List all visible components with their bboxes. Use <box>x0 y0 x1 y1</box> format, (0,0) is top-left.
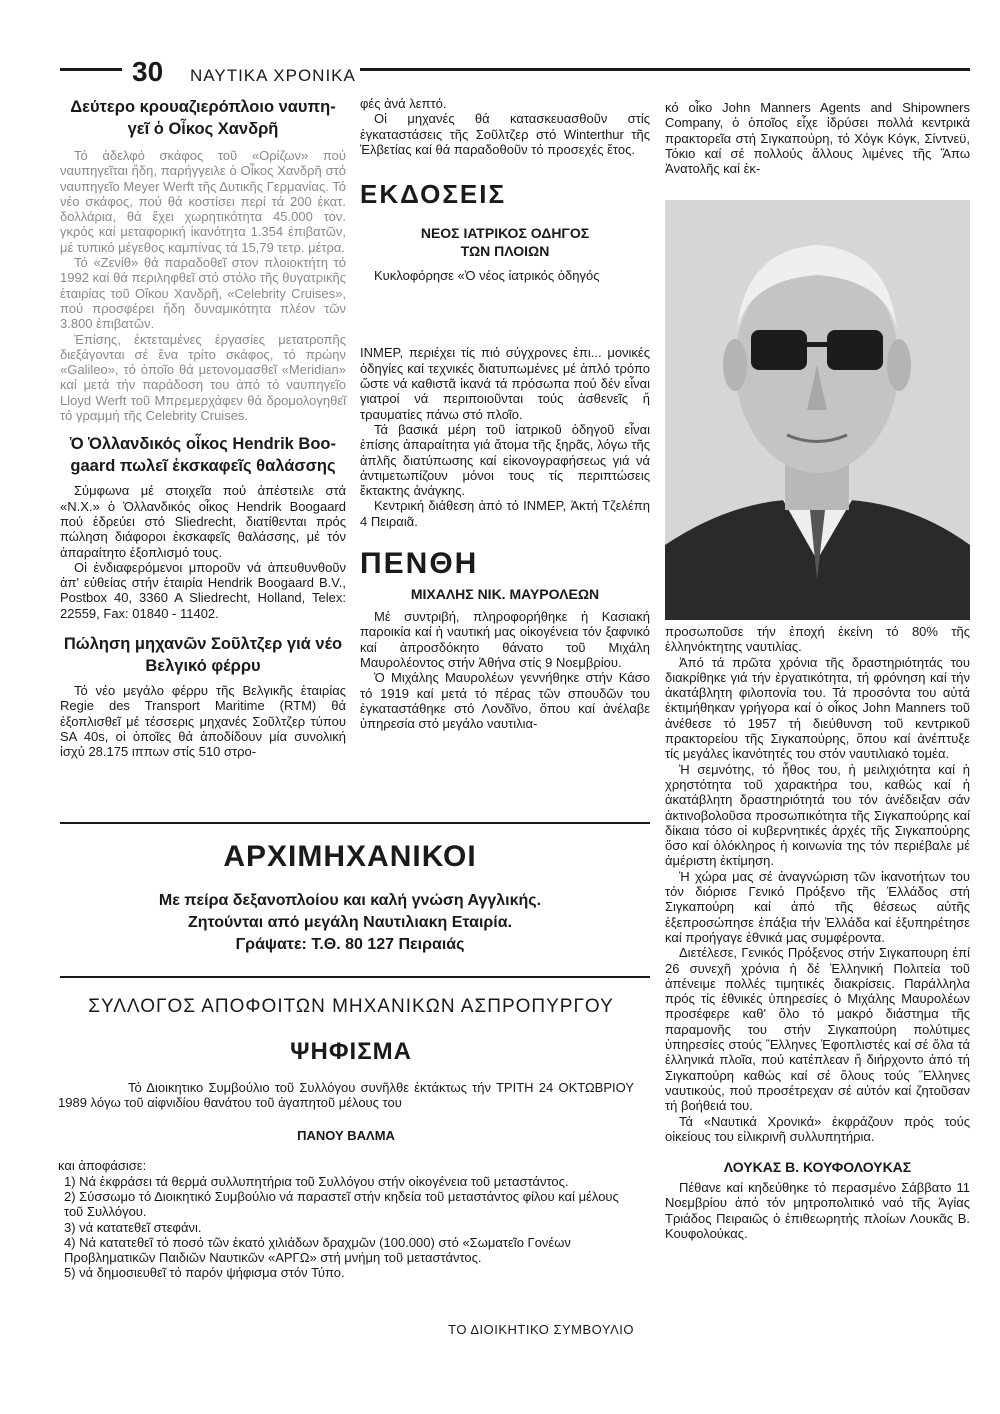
article-body <box>60 683 346 759</box>
title-line: Δεύτερο κρουαζιερόπλοιο ναυπη- <box>70 98 336 116</box>
article-title <box>60 96 346 140</box>
article-body <box>60 483 346 621</box>
portrait-illustration <box>665 200 970 620</box>
divider-ad-top <box>60 822 650 824</box>
paragraph: Οἱ ἐνδιαφερόμενοι μποροῦν νά ἀπευθυνθοῦν ἀπ' εὐθείας στήν ἑταιρία Hendrik Boogaard B.V., Postbox 40, 3360 A Sliedrecht, Holland, Telex: 22559, Fax: 01840 - 11402. <box>60 559 346 621</box>
paragraph: Τά βασικά μέρη τοῦ ἰατρικοῦ ὁδηγοῦ εἶναι ἐπίσης ἀπαραίτητα γιά ἄτομα τῆς ξηρᾶς, λόγω τῆς ἁπλῆς διατύπωσης καί εἰκονογραφήσεως γιά νά ἀντιμετωπίζουν μόνοι τους τίς περιπτώσεις ἔκτακτης ἀνάγκης. <box>360 421 650 499</box>
title-line: γεῖ ὁ Οἶκος Χανδρῆ <box>127 120 279 138</box>
paragraph: Ὁ Μιχάλης Μαυρολέων γεννήθηκε στήν Κάσο τό 1919 καί μετά τό πέρας τῶν σπουδῶν του ἐγκαταστάθηκε στό Λονδῖνο, ὅπου καί ἀνέλαβε ὑπηρεσία στό μεγάλο ναυτιλια- <box>360 670 650 732</box>
resolution-item: 5) νά δημοσιευθεῖ τό παρόν ψήφισμα στόν Τύπο. <box>64 1265 345 1281</box>
article-title <box>60 433 346 477</box>
obituary-body <box>665 1180 970 1241</box>
title-line: gaard πωλεῖ ἐκσκαφεῖς θαλάσσης <box>70 457 336 476</box>
paragraph: φές ἀνά λεπτό. <box>360 96 447 111</box>
article-chandris-cruise <box>60 96 346 423</box>
resolution-signature: ΤΟ ΔΙΟΙΚΗΤΙΚΟ ΣΥΜΒΟΥΛΙΟ <box>448 1322 634 1337</box>
paragraph: Μέ συντριβή, πληροφορήθηκε ἡ Κασιακή παροικία καί ἡ ναυτική μας οἰκογένεια τόν ξαφνικό καί ἀπροσδόκητο θάνατο τοῦ Μιχάλη Μαυρολέοντος στήν Ἀθήνα στίς 9 Νοεμβρίου. <box>360 609 650 670</box>
paragraph: Οἱ μηχανές θά κατασκευασθοῦν στίς ἐγκαταστάσεις τῆς Σοῦλτζερ στό Winterthur τῆς Ἑλβετίας καί θά παραδοθοῦν τό προσεχές ἔτος. <box>360 111 650 157</box>
paragraph: Διετέλεσε, Γενικός Πρόξενος στήν Σιγκαπουρη ἐπί 26 συνεχῆ χρόνια ἡ δέ Ἑλληνική Πολιτεία τοῦ ἀπένειμε πολλές τιμητικές διακρίσεις. Παράλληλα πρός τίς ἐθνικές ὑπηρεσίες ὁ Μιχάλης Μαυρολέων προσέφερε καθ' ὅλο τό μακρό διάστημα τῆς παραμονῆς του στήν Σιγκαπούρη πολύτιμες ὑπηρεσίες στούς Ἕλληνες Ἐφοπλιστές καί σέ ὅλα τά ἑλληνικά πλοῖα, πού κατέπλεαν ἤ διήρχοντο ἀπό τή Σιγκαπούρη καθώς καί σέ ὅλους τούς Ἕλληνες ναυτικούς, πού προσέτρεχαν σέ αὐτόν καί ζητοῦσαν τή βοήθειά του. <box>665 945 970 1114</box>
ad-line: Γράψατε: Τ.Θ. 80 127 Πειραιάς <box>235 936 465 953</box>
title-line: ΤΩΝ ΠΛΟΙΩΝ <box>460 243 550 260</box>
article-body <box>360 268 650 529</box>
page-number: 30 <box>132 56 164 87</box>
masthead-rule-right <box>360 68 970 71</box>
column-1 <box>60 96 346 760</box>
obituary-title: ΜΙΧΑΛΗΣ ΝΙΚ. ΜΑΥΡΟΛΕΩΝ <box>410 586 600 603</box>
resolution-item: 1) Νά ἐκφράσει τά θερμά συλλυπητήρια τοῦ Συλλόγου στήν οἰκογένεια τοῦ μεταστάντος. <box>64 1174 569 1189</box>
paragraph: Τό νέο μεγάλο φέρρυ τῆς Βελγικῆς ἑταιρίας Regie des Transport Maritime (RTM) θά ἐξοπλισθεῖ μέ τέσσερις μηχανές Σοῦλτζερ τύπου SA 40s, οἱ ὁποῖες θά ἀποδίδουν μία συνολική ἰσχύ 28.175 ιππων στίς 510 στρο- <box>60 683 346 760</box>
ad-line: Με πείρα δεξανοπλοίου και καλή γνώση Αγγλικής. <box>158 892 542 909</box>
title-line: Πώληση μηχανῶν Σοῦλτζερ γιά νέο <box>63 635 343 654</box>
resolution-item: 2) Σύσσωμο τό Διοικητικό Συμβούλιο νά παραστεῖ στήν κηδεία τοῦ μεταστάντος φίλου καί μέλους τοῦ Συλλόγου. <box>64 1189 619 1220</box>
article-boogaard-dredgers <box>60 433 346 621</box>
resolution-intro <box>58 1080 634 1110</box>
article-body <box>60 148 346 423</box>
paragraph: Ἡ σεμνότης, τό ἦθος του, ἡ μειλιχιότητα καί ἡ χρηστότητα τοῦ χαρακτήρα του, καθώς καί ἡ ἀκατάβλητη δραστηριότητά του τόν ἀνέδειξαν σάν ἀκτινοβολοῦσα προσωπικότητα τῆς Σιγκαπούρης καί δίκαια τόσο οἱ κυβερνητικές ἀρχές τῆς Σιγκαπούρης ὅσο καί ὁλόκληρος ἡ κοινωνία της τόν περιέβαλε μέ ἀμέριστη ἐκτίμηση. <box>665 761 970 869</box>
paragraph: Τό «Ζενίθ» θά παραδοθεῖ στον πλοιοκτήτη τό 1992 καί θά περιληφθεῖ στό στόλο τῆς θυγατρικῆς ἑταιρίας τοῦ Οἴκου Χανδρῆ, «Celebrity Cruises», πού προσφέρει ἤδη δυναμικότητα πλέον τῶν 3.800 ἐπιβατῶν. <box>60 255 346 332</box>
column-3-top <box>665 100 970 176</box>
title-line: Βελγικό φέρρυ <box>145 657 261 676</box>
obituary-body <box>360 609 650 731</box>
paragraph: κό οἶκο John Manners Agents and Shipowners Company, ὁ ὁποῖος εἶχε ἱδρύσει πολλά κεντρικά πρακτορεῖα στή Σιγκαπούρη, τό Χόγκ Κόγκ, Σίντνεϋ, Τόκιο καί σέ πολλούς ἄλλους λιμένες τῆς Ἄπω Ἀνατολῆς καί ἐκ- <box>665 100 970 177</box>
resolution-title: ΨΗΦΙΣΜΑ <box>290 1038 412 1065</box>
damaged-area <box>360 283 650 345</box>
paragraph: Κεντρική διάθεση ἀπό τό INMEP, Ἀκτή Τζελέπη 4 Πειραιᾶ. <box>360 498 650 529</box>
paragraph: Ἡ χώρα μας σέ ἀναγνώριση τῶν ἱκανοτήτων του τόν διόρισε Γενικό Πρόξενο τῆς Ἑλλάδος στή Σιγκαπούρη καί ἀπό τῆς θέσεως αὐτῆς ἐξεπροσώπησε ἐπάξια τήν Ἑλλάδα καί ἐξυπηρέτησε καί προήγαγε ἐθνικά μας συμφέροντα. <box>665 868 970 945</box>
masthead-rule-left <box>60 68 122 71</box>
resolution-item: 4) Νά κατατεθεῖ τό ποσό τῶν ἑκατό χιλιάδων δραχμῶν (100.000) στό «Σωματεῖο Γονέων Προβληματικῶν Παιδιῶν Ναυτικῶν «ΑΡΓΩ» στή μνήμη τοῦ μεταστάντος. <box>64 1234 571 1266</box>
article-sulzer-ferry <box>60 633 346 759</box>
paragraph: Ἐπίσης, ἐκτεταμένες ἐργασίες μετατροπῆς διεξάγονται σέ ἕνα τρίτο σκάφος, τό πρώην «Galileo», τό ὁποῖο θά μετονομασθεῖ «Meridian» καί μετά τήν παράδοση του ἀπό τό ναυπηγεῖο Lloyd Werft τοῦ Μπρεμερχάφεν θά δρομολογηθεῖ τό γραμμή τῆς Celebrity Cruises. <box>60 331 346 424</box>
column-2 <box>360 96 650 731</box>
article-title <box>360 224 650 260</box>
resolution-items <box>58 1174 634 1280</box>
ad-line: Ζητούνται από μεγάλη Ναυτιλιακη Εταιρία. <box>187 914 513 931</box>
resolution-deceased: ΠΑΝΟΥ ΒΑΛΜΑ <box>297 1128 395 1143</box>
title-line: ΝΕΟΣ ΙΑΤΡΙΚΟΣ ΟΔΗΓΟΣ <box>420 225 590 242</box>
paragraph: Σύμφωνα μέ στοιχεῖα πού ἀπέστειλε στά «Ν.Χ.» ὁ Ὁλλανδικός οἶκος Hendrik Boogaard πού ἑδρεύει στό Sliedrecht, διατίθενται πρός πώληση διάφοροι ἐκσκαφεῖς θαλάσσης, μέ τόν ἀπαραίτητο ἐξοπλισμό τους. <box>60 483 346 560</box>
divider-ad-bottom <box>60 976 650 978</box>
paragraph: Τό Διοικητικο Συμβούλιο τοῦ Συλλόγου συνῆλθε ἐκτάκτως τήν ΤΡΙΤΗ 24 ΟΚΤΩΒΡΙΟΥ 1989 λόγω τοῦ αἰφνιδίου θανάτου τοῦ ἀγαπητοῦ μέλους του <box>58 1080 634 1111</box>
obituary-title: ΛΟΥΚΑΣ Β. ΚΟΥΦΟΛΟΥΚΑΣ <box>723 1159 912 1176</box>
paragraph: INMEP, περιέχει τίς πιό σύγχρονες ἐπι... μονικές ὁδηγίες καί τεχνικές διατυπωμένες μέ ἁπλό τρόπο ὥστε νά καθιστᾶ ἱκανά τά πρόσωπα πού δέν εἶναι γιατροί νά περιποιοῦνται τούς ἀσθενεῖς ἤ τραυματίες πάνω στό πλοῖο. <box>360 345 650 422</box>
column-3-bottom <box>665 624 970 1241</box>
title-line: Ὁ Ὁλλανδικός οἶκος Hendrik Boo- <box>70 435 336 454</box>
resolution-item: 3) νά κατατεθεῖ στεφάνι. <box>64 1219 202 1235</box>
section-heading-penthi: ΠΕΝΘΗ <box>360 547 479 581</box>
resolution-decided: και ἀποφάσισε: <box>58 1158 147 1173</box>
publication-name: ΝΑΥΤΙΚΑ ΧΡΟΝΙΚΑ <box>190 66 356 85</box>
paragraph: Ἀπό τά πρῶτα χρόνια τῆς δραστηριότητάς του διακρίθηκε γιά τήν ἐργατικότητα, τή φρόνηση καί τήν ἀκατάβλητη φιλοπονία του. Τά προσόντα του αὐτά ἐκτιμήθηκαν γρήγορα καί ὁ οἶκος John Manners τοῦ ἀνέθεσε τό 1957 τή διεύθυνση τοῦ κεντρικοῦ πρακτορείου τῆς Σιγκαπούρης, ὅπου καί ἀνέπτυξε τίς μεγάλες ἱκανότητές του στόν ναυτιλιακό τομέα. <box>665 654 970 762</box>
paragraph: Τό ἀδελφό σκάφος τοῦ «Ορίζων» πού ναυπηγεῖται ἤδη, παρήγγειλε ὁ Οἶκος Χανδρῆ στό ναυπηγεῖο Meyer Werft τῆς Δυτικῆς Γερμανίας. Τό νέο σκάφος, πού θά κοστίσει περί τά 200 ἑκατ. δολλάρια, θά ἔχει χωρητικότητα 45.000 τον. γκρός καί μεταφορική ἱκανότητα 1.354 ἐπιβατῶν, μέ τυπικό μέγεθος καμπίνας τά 15,79 τετρ. μέτρα. <box>60 148 346 255</box>
paragraph: Πέθανε καί κηδεύθηκε τό περασμένο Σάββατο 11 Νοεμβρίου ἀπό τόν μητροπολιτικό ναό τῆς Ἁγίας Τριάδος Πειραιῶς ὁ ἐπιθεωρητής πλοίων Λουκᾶς Β. Κουφολούκας. <box>665 1180 970 1241</box>
article-sulzer-continued <box>360 96 650 157</box>
ad-title: ΑΡΧΙΜΗΧΑΝΙΚΟΙ <box>223 840 477 873</box>
association-name: ΣΥΛΛΟΓΟΣ ΑΠΟΦΟΙΤΩΝ ΜΗΧΑΝΙΚΩΝ ΑΣΠΡΟΠΥΡΓΟΥ <box>88 996 614 1017</box>
paragraph: προσωποῦσε τήν ἐποχή ἐκείνη τό 80% τῆς ἑλληνόκτητης ναυτιλίας. <box>665 624 970 655</box>
paragraph: Κυκλοφόρησε «Ὁ νέος ἰατρικός ὁδηγός <box>374 268 600 284</box>
article-title <box>60 633 346 677</box>
section-heading-ekdoseis: ΕΚΔΟΣΕΙΣ <box>360 179 507 210</box>
paragraph: Τά «Ναυτικά Χρονικά» ἐκφράζουν πρός τούς οἰκείους του εἰλικρινῆ συλλυπητήρια. <box>665 1113 970 1144</box>
portrait-photo <box>665 200 970 620</box>
